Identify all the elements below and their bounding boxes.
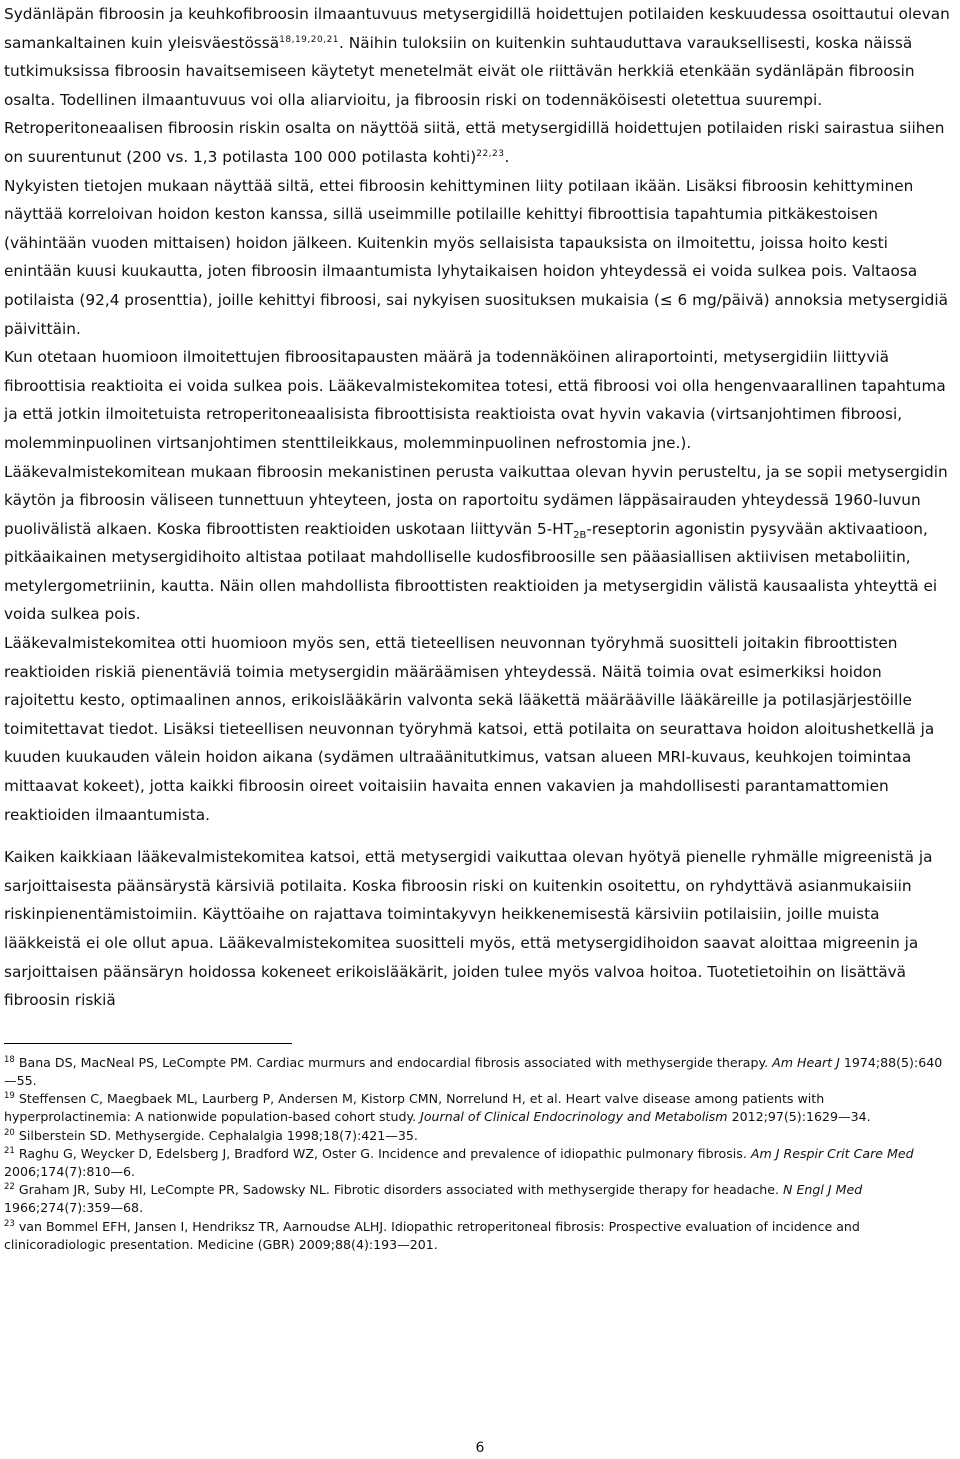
paragraph-4 bbox=[4, 458, 954, 630]
footnote bbox=[4, 1090, 954, 1126]
paragraph-1-text: Sydänläpän fibroosin ja keuhkofibroosin ilmaantuvuus metysergidillä hoidettujen potilaiden keskuudessa osoittautui olevan samankaltainen kuin yleisväestössä bbox=[4, 5, 950, 52]
footnote-text: van Bommel EFH, Jansen I, Hendriksz TR, Aarnoudse ALHJ. Idiopathic retroperitoneal fibrosis: Prospective evaluation of incidence and clinicoradiologic presentation. Medicine (GBR) 2009;88(4):193—201. bbox=[4, 1218, 860, 1252]
footnote-text: Silberstein SD. Methysergide. Cephalalgia 1998;18(7):421—35. bbox=[18, 1127, 418, 1143]
footnote-number: 22 bbox=[4, 1182, 15, 1193]
footnote-citation: 1966;274(7):359—68. bbox=[4, 1200, 144, 1216]
paragraph-5: Lääkevalmistekomitea otti huomioon myös sen, että tieteellisen neuvonnan työryhmä suositteli joitakin fibroottisten reaktioiden riskiä pienentäviä toimia metysergidin määräämisen yhteydessä. Näitä toimia ovat esimerkiksi hoidon rajoitettu kesto, optimaalinen annos, erikoislääkärin valvonta sekä lääkettä määrääville lääkäreille ja potilasjärjestöille toimitettavat tiedot. Lisäksi tieteellisen neuvonnan työryhmä katsoi, että potilaita on seurattava hoidon aloitushetkellä ja kuuden kuukauden välein hoidon aikana (sydämen ultraäänitutkimus, vatsan alueen MRI-kuvaus, keuhkojen toimintaa mittaavat kokeet), jotta kaikki fibroosin oireet voitaisiin havaita ennen vakavien ja mahdollisesti parantamattomien reaktioiden ilmaantumista. bbox=[4, 634, 935, 824]
footnote-number: 20 bbox=[4, 1127, 15, 1138]
paragraph-4-text: Lääkevalmistekomitean mukaan fibroosin mekanistinen perusta vaikuttaa olevan hyvin perusteltu, ja se sopii metysergidin käytön ja fibroosin väliseen tunnettuun yhteyteen, josta on raportoitu sydämen läppäsairauden yhteydessä 1960-luvun puolivälistä alkaen. Koska fibroottisten reaktioiden uskotaan liittyvän 5-HT bbox=[4, 462, 948, 538]
footnote bbox=[4, 1145, 954, 1181]
footnote bbox=[4, 1054, 954, 1090]
footnote-citation: 2006;174(7):810—6. bbox=[4, 1164, 136, 1179]
paragraph-gap bbox=[4, 829, 954, 843]
paragraph-4-text-cont: -reseptorin agonistin pysyvään aktivaatioon, pitkäaikainen metysergidihoito altistaa potilaat mahdolliselle kudosfibroosille sen pääasiallisen aktiivisen metaboliitin, metylergometriinin, kautta. Näin ollen mahdollista fibroottisten reaktioiden ja metysergidin välistä kausaalista yhteyttä ei voida sulkea pois. bbox=[4, 519, 938, 624]
document-page bbox=[4, 0, 954, 1254]
paragraph-1-end: . bbox=[504, 147, 510, 166]
paragraph-1 bbox=[4, 0, 954, 172]
paragraph-6: Kaiken kaikkiaan lääkevalmistekomitea katsoi, että metysergidi vaikuttaa olevan hyötyä pienelle ryhmälle migreenistä ja sarjoittaisesta päänsärystä kärsiviä potilaita. Koska fibroosin riski on kuitenkin osoitettu, on ryhdyttävä asianmukaisiin riskinpienentämistoimiin. Käyttöaihe on rajattava toimintakyvyn heikkenemisestä kärsiviin potilaisiin, joille muista lääkkeistä ei ole ollut apua. Lääkevalmistekomitea suositteli myös, että metysergidihoidon saavat aloittaa migreenin ja sarjoittaisen päänsäryn hoidossa kokeneet erikoislääkärit, joiden tulee myös valvoa hoitoa. Tuotetietoihin on lisättävä fibroosin riskiä bbox=[4, 848, 933, 1010]
footnote-citation: 1974;88(5):640—55. bbox=[4, 1054, 943, 1088]
footnote-number: 21 bbox=[4, 1145, 15, 1156]
document-body bbox=[4, 0, 954, 1015]
footnote-journal: Journal of Clinical Endocrinology and Metabolism bbox=[420, 1109, 728, 1125]
footnote-text: Graham JR, Suby HI, LeCompte PR, Sadowsky NL. Fibrotic disorders associated with methysergide therapy for headache. bbox=[18, 1182, 784, 1198]
footnote-journal: N Engl J Med bbox=[783, 1182, 863, 1198]
footnote-citation: 2012;97(5):1629—34. bbox=[727, 1109, 871, 1125]
footnote-number: 18 bbox=[4, 1054, 15, 1065]
footnote-separator bbox=[4, 1043, 292, 1044]
footnote-text: Raghu G, Weycker D, Edelsberg J, Bradford WZ, Oster G. Incidence and prevalence of idiopathic pulmonary fibrosis. bbox=[18, 1145, 751, 1161]
footnote bbox=[4, 1127, 954, 1145]
footnote-number: 19 bbox=[4, 1091, 15, 1101]
citation-superscript: 22,23 bbox=[476, 148, 505, 159]
footnotes bbox=[4, 1054, 954, 1254]
paragraph-3: Kun otetaan huomioon ilmoitettujen fibroositapausten määrä ja todennäköinen aliraportointi, metysergidiin liittyviä fibroottisia reaktioita ei voida sulkea pois. Lääkevalmistekomitea totesi, että fibroosi voi olla hengenvaarallinen tapahtuma ja että jotkin ilmoitetuista retroperitoneaalisista fibroottisista reaktioista ovat hyvin vakavia (virtsanjohtimen fibroosi, molemminpuolinen virtsanjohtimen stenttileikkaus, molemminpuolinen nefrostomia jne.). bbox=[4, 348, 946, 452]
footnote-text: Steffensen C, Maegbaek ML, Laurberg P, Andersen M, Kistorp CMN, Norrelund H, et al. Heart valve disease among patients with hyperprolactinemia: A nationwide population-based cohort study. bbox=[4, 1091, 825, 1125]
footnote-text: Bana DS, MacNeal PS, LeCompte PM. Cardiac murmurs and endocardial fibrosis associated with methysergide therapy. bbox=[18, 1054, 773, 1070]
receptor-subscript: 2B bbox=[573, 529, 587, 541]
footnote-number: 23 bbox=[4, 1218, 15, 1229]
footnote-journal: Am J Respir Crit Care Med bbox=[750, 1145, 914, 1161]
footnote bbox=[4, 1181, 954, 1217]
page-number: 6 bbox=[475, 1440, 485, 1456]
paragraph-1-text-cont: . Näihin tuloksiin on kuitenkin suhtauduttava varauksellisesti, koska näissä tutkimuksissa fibroosin havaitsemiseen käytetyt menetelmät eivät ole riittävän herkkiä etenkään sydänläpän fibroosin osalta. Todellinen ilmaantuvuus voi olla aliarvioitu, ja fibroosin riski on todennäköisesti oletettua suurempi. Retroperitoneaalisen fibroosin riskin osalta on näyttöä siitä, että metysergidillä hoidettujen potilaiden riski sairastua siihen on suurentunut (200 vs. 1,3 potilasta 100 000 potilasta kohti) bbox=[4, 33, 945, 166]
footnote bbox=[4, 1218, 954, 1254]
citation-superscript: 18,19,20,21 bbox=[279, 34, 340, 45]
paragraph-2: Nykyisten tietojen mukaan näyttää siltä, ettei fibroosin kehittyminen liity potilaan ikään. Lisäksi fibroosin kehittyminen näyttää korreloivan hoidon keston kanssa, sillä useimmille potilaille kehittyi fibroottisia tapahtumia pitkäkestoisen (vähintään vuoden mittaisen) hoidon jälkeen. Kuitenkin myös sellaisista tapauksista on ilmoitettu, joissa hoito kesti enintään kuusi kuukautta, joten fibroosin ilmaantumista lyhytaikaisen hoidon yhteydessä ei voida sulkea pois. Valtaosa potilaista (92,4 prosenttia), joille kehittyi fibroosi, sai nykyisen suosituksen mukaisia (≤ 6 mg/päivä) annoksia metysergidiä päivittäin. bbox=[4, 176, 948, 338]
footnote-journal: Am Heart J bbox=[772, 1054, 840, 1070]
